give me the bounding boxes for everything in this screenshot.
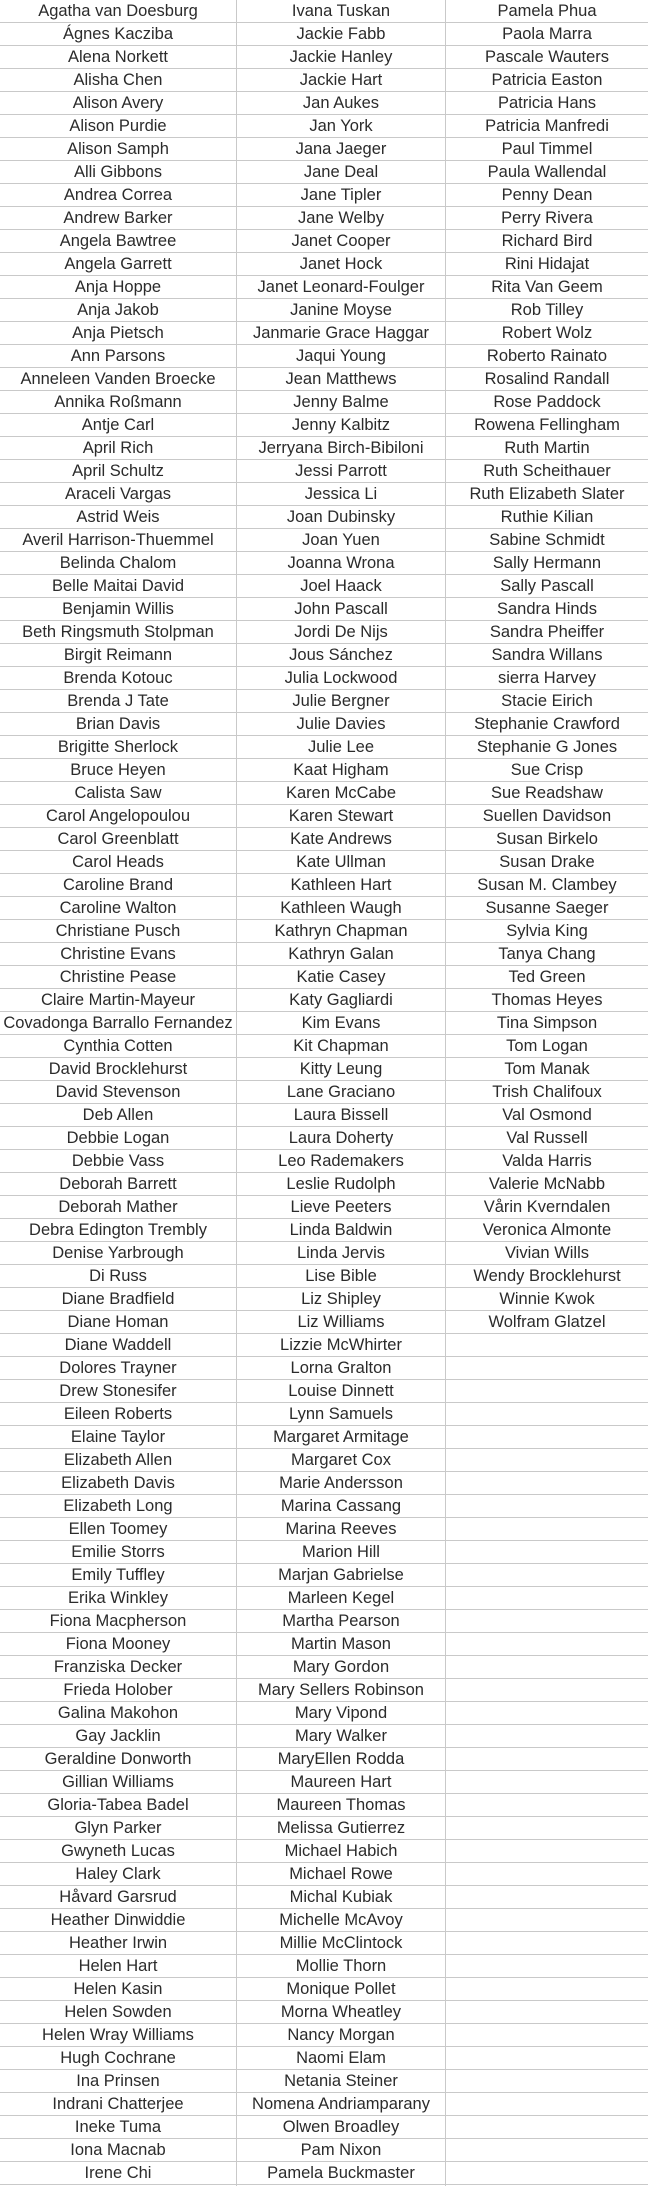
name-cell: Gillian Williams: [0, 1771, 236, 1794]
name-cell: Rita Van Geem: [446, 276, 648, 299]
name-cell: Val Russell: [446, 1127, 648, 1150]
name-cell: Belle Maitai David: [0, 575, 236, 598]
name-cell: Lise Bible: [237, 1265, 445, 1288]
name-cell: Elizabeth Long: [0, 1495, 236, 1518]
name-cell: Ivana Tuskan: [237, 0, 445, 23]
name-cell: Fiona Macpherson: [0, 1610, 236, 1633]
name-cell: Rowena Fellingham: [446, 414, 648, 437]
name-cell: Ruth Scheithauer: [446, 460, 648, 483]
name-cell: Paul Timmel: [446, 138, 648, 161]
empty-cell: [446, 1978, 648, 2001]
empty-cell: [446, 1840, 648, 1863]
name-cell: Margaret Cox: [237, 1449, 445, 1472]
empty-cell: [446, 2001, 648, 2024]
name-cell: Fiona Mooney: [0, 1633, 236, 1656]
name-cell: Laura Doherty: [237, 1127, 445, 1150]
name-cell: Nomena Andriamparany: [237, 2093, 445, 2116]
name-cell: Valda Harris: [446, 1150, 648, 1173]
name-cell: Rose Paddock: [446, 391, 648, 414]
name-cell: Val Osmond: [446, 1104, 648, 1127]
name-cell: Maureen Hart: [237, 1771, 445, 1794]
name-cell: Christine Evans: [0, 943, 236, 966]
name-cell: Alena Norkett: [0, 46, 236, 69]
name-cell: Susan Drake: [446, 851, 648, 874]
name-cell: Agatha van Doesburg: [0, 0, 236, 23]
name-cell: Kathleen Hart: [237, 874, 445, 897]
name-cell: Sandra Willans: [446, 644, 648, 667]
name-cell: Mary Gordon: [237, 1656, 445, 1679]
name-cell: Antje Carl: [0, 414, 236, 437]
name-cell: Helen Hart: [0, 1955, 236, 1978]
name-cell: Alisha Chen: [0, 69, 236, 92]
empty-cell: [446, 1725, 648, 1748]
name-cell: Angela Garrett: [0, 253, 236, 276]
name-cell: Martin Mason: [237, 1633, 445, 1656]
name-cell: Paola Marra: [446, 23, 648, 46]
name-cell: Carol Angelopoulou: [0, 805, 236, 828]
name-cell: Richard Bird: [446, 230, 648, 253]
empty-cell: [446, 2047, 648, 2070]
name-cell: Penny Dean: [446, 184, 648, 207]
name-cell: Ellen Toomey: [0, 1518, 236, 1541]
name-cell: Mary Walker: [237, 1725, 445, 1748]
name-cell: Ágnes Kacziba: [0, 23, 236, 46]
name-cell: Michael Habich: [237, 1840, 445, 1863]
name-cell: Erika Winkley: [0, 1587, 236, 1610]
name-cell: Glyn Parker: [0, 1817, 236, 1840]
name-cell: Marina Cassang: [237, 1495, 445, 1518]
name-cell: Haley Clark: [0, 1863, 236, 1886]
name-cell: Jerryana Birch-Bibiloni: [237, 437, 445, 460]
name-cell: Claire Martin-Mayeur: [0, 989, 236, 1012]
name-cell: Sabine Schmidt: [446, 529, 648, 552]
name-cell: Sylvia King: [446, 920, 648, 943]
name-cell: Alison Avery: [0, 92, 236, 115]
name-cell: Håvard Garsrud: [0, 1886, 236, 1909]
name-cell: Jana Jaeger: [237, 138, 445, 161]
empty-cell: [446, 1656, 648, 1679]
name-cell: Diane Homan: [0, 1311, 236, 1334]
empty-cell: [446, 1633, 648, 1656]
names-column-2: [237, 0, 446, 2186]
name-cell: Marjan Gabrielse: [237, 1564, 445, 1587]
name-cell: Patricia Hans: [446, 92, 648, 115]
name-cell: Elaine Taylor: [0, 1426, 236, 1449]
empty-cell: [446, 1886, 648, 1909]
name-cell: Diane Bradfield: [0, 1288, 236, 1311]
name-cell: Julie Lee: [237, 736, 445, 759]
name-cell: Sandra Pheiffer: [446, 621, 648, 644]
name-cell: Kathryn Chapman: [237, 920, 445, 943]
name-cell: Debbie Logan: [0, 1127, 236, 1150]
name-cell: Caroline Walton: [0, 897, 236, 920]
name-cell: Lane Graciano: [237, 1081, 445, 1104]
name-cell: Ruth Elizabeth Slater: [446, 483, 648, 506]
name-cell: Indrani Chatterjee: [0, 2093, 236, 2116]
name-cell: Olwen Broadley: [237, 2116, 445, 2139]
name-cell: Heather Dinwiddie: [0, 1909, 236, 1932]
name-cell: Stacie Eirich: [446, 690, 648, 713]
name-cell: Eileen Roberts: [0, 1403, 236, 1426]
name-cell: Katy Gagliardi: [237, 989, 445, 1012]
name-cell: Roberto Rainato: [446, 345, 648, 368]
empty-cell: [446, 1748, 648, 1771]
name-cell: Brenda Kotouc: [0, 667, 236, 690]
name-cell: Denise Yarbrough: [0, 1242, 236, 1265]
name-cell: Andrea Correa: [0, 184, 236, 207]
name-cell: Michal Kubiak: [237, 1886, 445, 1909]
name-cell: Elizabeth Davis: [0, 1472, 236, 1495]
name-cell: Deb Allen: [0, 1104, 236, 1127]
name-cell: Kim Evans: [237, 1012, 445, 1035]
name-cell: Jackie Hanley: [237, 46, 445, 69]
name-cell: Lynn Samuels: [237, 1403, 445, 1426]
name-cell: Caroline Brand: [0, 874, 236, 897]
name-cell: Monique Pollet: [237, 1978, 445, 2001]
empty-cell: [446, 2070, 648, 2093]
name-cell: Jous Sánchez: [237, 644, 445, 667]
name-cell: Carol Heads: [0, 851, 236, 874]
name-cell: Sally Hermann: [446, 552, 648, 575]
name-cell: Jackie Fabb: [237, 23, 445, 46]
name-cell: Covadonga Barrallo Fernandez: [0, 1012, 236, 1035]
empty-cell: [446, 1863, 648, 1886]
name-cell: Anneleen Vanden Broecke: [0, 368, 236, 391]
name-cell: Pamela Buckmaster: [237, 2162, 445, 2185]
empty-cell: [446, 2024, 648, 2047]
name-cell: David Brocklehurst: [0, 1058, 236, 1081]
name-cell: Janet Hock: [237, 253, 445, 276]
name-cell: Trish Chalifoux: [446, 1081, 648, 1104]
name-cell: Cynthia Cotten: [0, 1035, 236, 1058]
name-cell: Marleen Kegel: [237, 1587, 445, 1610]
empty-cell: [446, 1541, 648, 1564]
name-cell: John Pascall: [237, 598, 445, 621]
name-cell: Linda Baldwin: [237, 1219, 445, 1242]
name-cell: Elizabeth Allen: [0, 1449, 236, 1472]
name-cell: Joanna Wrona: [237, 552, 445, 575]
name-cell: Suellen Davidson: [446, 805, 648, 828]
empty-cell: [446, 1495, 648, 1518]
name-cell: Julie Bergner: [237, 690, 445, 713]
empty-cell: [446, 1932, 648, 1955]
name-cell: Patricia Easton: [446, 69, 648, 92]
name-cell: Bruce Heyen: [0, 759, 236, 782]
empty-cell: [446, 1610, 648, 1633]
name-cell: Ruth Martin: [446, 437, 648, 460]
name-cell: April Rich: [0, 437, 236, 460]
name-cell: Mary Vipond: [237, 1702, 445, 1725]
name-cell: Wolfram Glatzel: [446, 1311, 648, 1334]
name-cell: Pascale Wauters: [446, 46, 648, 69]
name-cell: Jane Tipler: [237, 184, 445, 207]
name-cell: Franziska Decker: [0, 1656, 236, 1679]
name-cell: Helen Kasin: [0, 1978, 236, 2001]
name-cell: Jane Deal: [237, 161, 445, 184]
name-cell: Laura Bissell: [237, 1104, 445, 1127]
name-cell: Tom Logan: [446, 1035, 648, 1058]
name-cell: Jaqui Young: [237, 345, 445, 368]
name-cell: Mary Sellers Robinson: [237, 1679, 445, 1702]
name-cell: Vivian Wills: [446, 1242, 648, 1265]
name-cell: Kit Chapman: [237, 1035, 445, 1058]
name-cell: Linda Jervis: [237, 1242, 445, 1265]
name-cell: Rosalind Randall: [446, 368, 648, 391]
name-cell: Karen McCabe: [237, 782, 445, 805]
name-cell: Annika Roßmann: [0, 391, 236, 414]
name-cell: MaryEllen Rodda: [237, 1748, 445, 1771]
empty-cell: [446, 1794, 648, 1817]
name-cell: Tina Simpson: [446, 1012, 648, 1035]
name-cell: David Stevenson: [0, 1081, 236, 1104]
name-cell: Helen Sowden: [0, 2001, 236, 2024]
name-cell: Winnie Kwok: [446, 1288, 648, 1311]
name-cell: Kitty Leung: [237, 1058, 445, 1081]
name-cell: Tanya Chang: [446, 943, 648, 966]
empty-cell: [446, 2139, 648, 2162]
name-cell: Jordi De Nijs: [237, 621, 445, 644]
name-cell: Irene Chi: [0, 2162, 236, 2185]
name-cell: Heather Irwin: [0, 1932, 236, 1955]
empty-cell: [446, 1380, 648, 1403]
name-cell: Marion Hill: [237, 1541, 445, 1564]
name-cell: Liz Williams: [237, 1311, 445, 1334]
name-cell: Perry Rivera: [446, 207, 648, 230]
name-cell: Ineke Tuma: [0, 2116, 236, 2139]
name-cell: Sally Pascall: [446, 575, 648, 598]
name-cell: Susan Birkelo: [446, 828, 648, 851]
empty-cell: [446, 1702, 648, 1725]
name-cell: Brian Davis: [0, 713, 236, 736]
empty-cell: [446, 1817, 648, 1840]
name-cell: Deborah Mather: [0, 1196, 236, 1219]
name-cell: Joan Dubinsky: [237, 506, 445, 529]
name-cell: Emily Tuffley: [0, 1564, 236, 1587]
name-cell: Birgit Reimann: [0, 644, 236, 667]
empty-cell: [446, 1679, 648, 1702]
name-cell: Patricia Manfredi: [446, 115, 648, 138]
name-cell: Andrew Barker: [0, 207, 236, 230]
names-column-1: [0, 0, 237, 2186]
empty-cell: [446, 1771, 648, 1794]
name-cell: Mollie Thorn: [237, 1955, 445, 1978]
name-cell: Kate Ullman: [237, 851, 445, 874]
name-cell: Leslie Rudolph: [237, 1173, 445, 1196]
name-cell: Karen Stewart: [237, 805, 445, 828]
name-cell: Calista Saw: [0, 782, 236, 805]
name-cell: Lorna Gralton: [237, 1357, 445, 1380]
name-cell: Valerie McNabb: [446, 1173, 648, 1196]
name-cell: Liz Shipley: [237, 1288, 445, 1311]
name-cell: Jenny Kalbitz: [237, 414, 445, 437]
name-cell: Morna Wheatley: [237, 2001, 445, 2024]
name-cell: Jan York: [237, 115, 445, 138]
name-cell: Sandra Hinds: [446, 598, 648, 621]
name-cell: Iona Macnab: [0, 2139, 236, 2162]
name-cell: Kate Andrews: [237, 828, 445, 851]
name-cell: Stephanie G Jones: [446, 736, 648, 759]
name-cell: Belinda Chalom: [0, 552, 236, 575]
name-cell: Deborah Barrett: [0, 1173, 236, 1196]
name-cell: Millie McClintock: [237, 1932, 445, 1955]
empty-cell: [446, 1909, 648, 1932]
name-cell: Ann Parsons: [0, 345, 236, 368]
name-cell: Sue Readshaw: [446, 782, 648, 805]
empty-cell: [446, 1955, 648, 1978]
name-cell: Joan Yuen: [237, 529, 445, 552]
name-cell: Anja Jakob: [0, 299, 236, 322]
name-cell: Jessica Li: [237, 483, 445, 506]
name-cell: Alison Samph: [0, 138, 236, 161]
name-cell: Jean Matthews: [237, 368, 445, 391]
name-cell: Debbie Vass: [0, 1150, 236, 1173]
name-cell: Dolores Trayner: [0, 1357, 236, 1380]
name-cell: Christine Pease: [0, 966, 236, 989]
name-cell: Janmarie Grace Haggar: [237, 322, 445, 345]
name-cell: Di Russ: [0, 1265, 236, 1288]
name-cell: Kathleen Waugh: [237, 897, 445, 920]
name-cell: Marie Andersson: [237, 1472, 445, 1495]
name-cell: Jan Aukes: [237, 92, 445, 115]
name-cell: Nancy Morgan: [237, 2024, 445, 2047]
name-cell: Michelle McAvoy: [237, 1909, 445, 1932]
name-cell: Kathryn Galan: [237, 943, 445, 966]
name-cell: sierra Harvey: [446, 667, 648, 690]
name-cell: Frieda Holober: [0, 1679, 236, 1702]
empty-cell: [446, 2116, 648, 2139]
name-cell: Rini Hidajat: [446, 253, 648, 276]
name-cell: Susanne Saeger: [446, 897, 648, 920]
empty-cell: [446, 1449, 648, 1472]
name-cell: Ted Green: [446, 966, 648, 989]
name-cell: Maureen Thomas: [237, 1794, 445, 1817]
name-cell: Gay Jacklin: [0, 1725, 236, 1748]
name-cell: Christiane Pusch: [0, 920, 236, 943]
name-cell: Jenny Balme: [237, 391, 445, 414]
name-cell: Lieve Peeters: [237, 1196, 445, 1219]
name-cell: Stephanie Crawford: [446, 713, 648, 736]
name-cell: Kaat Higham: [237, 759, 445, 782]
name-cell: Geraldine Donworth: [0, 1748, 236, 1771]
empty-cell: [446, 1357, 648, 1380]
name-cell: Alison Purdie: [0, 115, 236, 138]
name-cell: Jane Welby: [237, 207, 445, 230]
name-cell: Naomi Elam: [237, 2047, 445, 2070]
name-cell: Angela Bawtree: [0, 230, 236, 253]
name-cell: Pamela Phua: [446, 0, 648, 23]
name-cell: Robert Wolz: [446, 322, 648, 345]
name-cell: Lizzie McWhirter: [237, 1334, 445, 1357]
name-cell: Vårin Kverndalen: [446, 1196, 648, 1219]
name-cell: Benjamin Willis: [0, 598, 236, 621]
name-cell: Jessi Parrott: [237, 460, 445, 483]
empty-cell: [446, 1587, 648, 1610]
name-cell: Janet Leonard-Foulger: [237, 276, 445, 299]
name-cell: Anja Pietsch: [0, 322, 236, 345]
name-cell: Jackie Hart: [237, 69, 445, 92]
name-cell: Alli Gibbons: [0, 161, 236, 184]
empty-cell: [446, 1518, 648, 1541]
name-cell: Brenda J Tate: [0, 690, 236, 713]
name-cell: Ina Prinsen: [0, 2070, 236, 2093]
name-cell: Rob Tilley: [446, 299, 648, 322]
name-cell: Janet Cooper: [237, 230, 445, 253]
name-cell: April Schultz: [0, 460, 236, 483]
name-cell: Veronica Almonte: [446, 1219, 648, 1242]
name-cell: Pam Nixon: [237, 2139, 445, 2162]
name-cell: Averil Harrison-Thuemmel: [0, 529, 236, 552]
name-cell: Louise Dinnett: [237, 1380, 445, 1403]
name-cell: Paula Wallendal: [446, 161, 648, 184]
name-cell: Martha Pearson: [237, 1610, 445, 1633]
name-cell: Anja Hoppe: [0, 276, 236, 299]
name-cell: Julie Davies: [237, 713, 445, 736]
name-cell: Ruthie Kilian: [446, 506, 648, 529]
empty-cell: [446, 1426, 648, 1449]
name-cell: Brigitte Sherlock: [0, 736, 236, 759]
name-cell: Astrid Weis: [0, 506, 236, 529]
name-cell: Hugh Cochrane: [0, 2047, 236, 2070]
empty-cell: [446, 1403, 648, 1426]
name-cell: Tom Manak: [446, 1058, 648, 1081]
name-cell: Julia Lockwood: [237, 667, 445, 690]
name-cell: Araceli Vargas: [0, 483, 236, 506]
empty-cell: [446, 1564, 648, 1587]
empty-cell: [446, 2093, 648, 2116]
name-cell: Melissa Gutierrez: [237, 1817, 445, 1840]
name-cell: Gwyneth Lucas: [0, 1840, 236, 1863]
name-cell: Margaret Armitage: [237, 1426, 445, 1449]
name-cell: Drew Stonesifer: [0, 1380, 236, 1403]
name-cell: Joel Haack: [237, 575, 445, 598]
name-cell: Susan M. Clambey: [446, 874, 648, 897]
name-cell: Wendy Brocklehurst: [446, 1265, 648, 1288]
name-cell: Katie Casey: [237, 966, 445, 989]
name-cell: Michael Rowe: [237, 1863, 445, 1886]
empty-cell: [446, 1472, 648, 1495]
name-cell: Emilie Storrs: [0, 1541, 236, 1564]
name-cell: Netania Steiner: [237, 2070, 445, 2093]
name-cell: Janine Moyse: [237, 299, 445, 322]
name-cell: Helen Wray Williams: [0, 2024, 236, 2047]
name-cell: Thomas Heyes: [446, 989, 648, 1012]
name-cell: Beth Ringsmuth Stolpman: [0, 621, 236, 644]
names-column-3: [446, 0, 648, 2186]
name-cell: Debra Edington Trembly: [0, 1219, 236, 1242]
name-cell: Sue Crisp: [446, 759, 648, 782]
name-cell: Marina Reeves: [237, 1518, 445, 1541]
name-cell: Leo Rademakers: [237, 1150, 445, 1173]
name-cell: Diane Waddell: [0, 1334, 236, 1357]
name-cell: Galina Makohon: [0, 1702, 236, 1725]
name-cell: Carol Greenblatt: [0, 828, 236, 851]
empty-cell: [446, 2162, 648, 2185]
name-cell: Gloria-Tabea Badel: [0, 1794, 236, 1817]
empty-cell: [446, 1334, 648, 1357]
